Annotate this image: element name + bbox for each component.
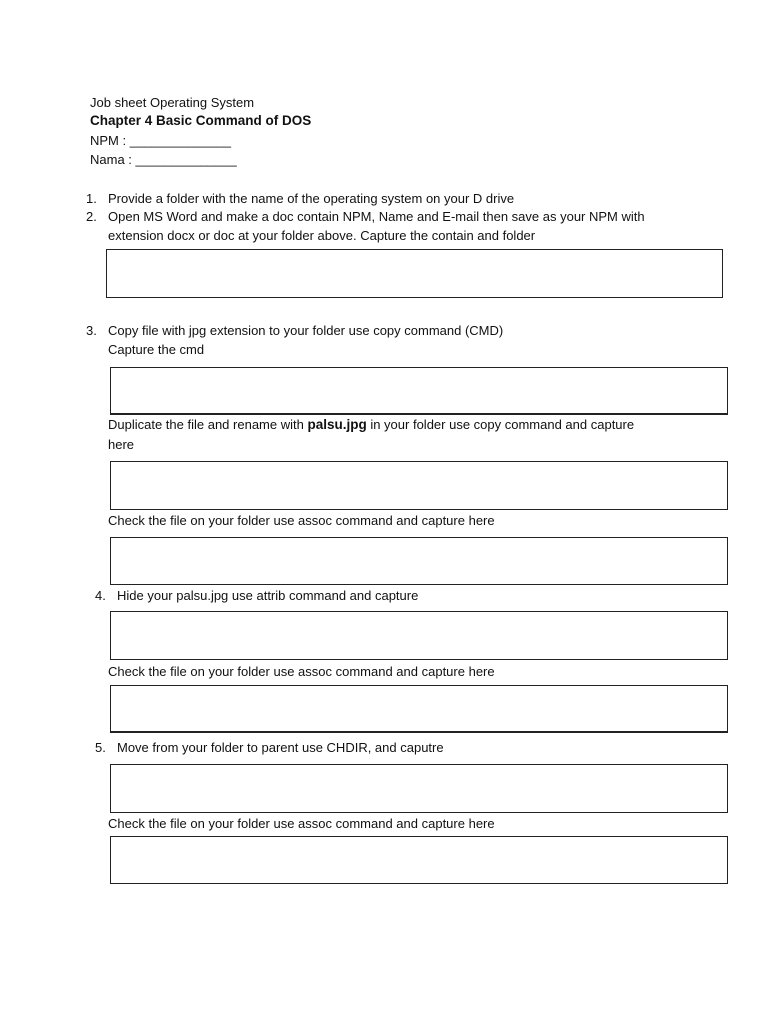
npm-field: NPM : ______________ [90, 133, 231, 148]
item-3-duplicate-text-line2: here [108, 437, 135, 452]
document-subtitle: Job sheet Operating System [90, 95, 255, 110]
item-5-text: Move from your folder to parent use CHDIR, and caputre [117, 740, 444, 755]
item-5-assoc-text: Check the file on your folder use assoc command and capture here [108, 816, 495, 831]
capture-box-item-4-assoc [110, 685, 728, 733]
item-number-1: 1. [86, 191, 97, 206]
item-2-text-line2: extension docx or doc at your folder above. Capture the contain and folder [108, 228, 536, 243]
capture-box-item-3-assoc [110, 537, 728, 585]
item-number-2: 2. [86, 209, 97, 224]
item-3-text-line2: Capture the cmd [108, 342, 205, 357]
capture-box-item-5-chdir [110, 764, 728, 813]
capture-box-item-2 [106, 249, 723, 298]
item-4-assoc-text: Check the file on your folder use assoc command and capture here [108, 664, 495, 679]
capture-box-item-3-cmd [110, 367, 728, 415]
item-4-text: Hide your palsu.jpg use attrib command and capture [117, 588, 419, 603]
item-3-text-line1: Copy file with jpg extension to your folder use copy command (CMD) [108, 323, 504, 338]
item-2-text-line1: Open MS Word and make a doc contain NPM, Name and E-mail then save as your NPM with [108, 209, 645, 224]
item-3-assoc-text: Check the file on your folder use assoc command and capture here [108, 513, 495, 528]
capture-box-item-5-assoc [110, 836, 728, 884]
item-3-duplicate-filename: palsu.jpg [307, 417, 367, 432]
item-3-duplicate-pre: Duplicate the file and rename with [108, 417, 308, 432]
capture-box-item-4-attrib [110, 611, 728, 660]
item-1-text: Provide a folder with the name of the operating system on your D drive [108, 191, 515, 206]
item-number-3: 3. [86, 323, 97, 338]
nama-field: Nama : ______________ [90, 152, 237, 167]
item-3-duplicate-post: in your folder use copy command and capture [366, 417, 635, 432]
item-number-4: 4. [95, 588, 106, 603]
item-number-5: 5. [95, 740, 106, 755]
document-title: Chapter 4 Basic Command of DOS [90, 113, 312, 128]
capture-box-item-3-duplicate [110, 461, 728, 510]
item-3-duplicate-text [108, 415, 634, 434]
